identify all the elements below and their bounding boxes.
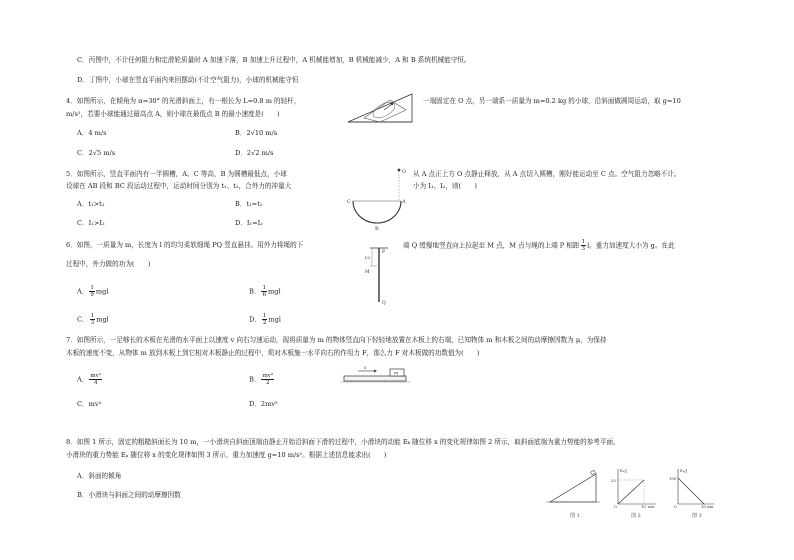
- q6-option-b: [249, 285, 281, 298]
- q5-label-o: O: [402, 169, 407, 175]
- q6-opt-d-num: 1: [262, 313, 267, 319]
- q6-label-l3: l/3: [365, 255, 371, 260]
- q6-option-c: [77, 313, 109, 326]
- q6-rope-figure: [362, 244, 396, 306]
- q4-stem-line2: m/s²，若要小球能通过最高点 A，则小球在最低点 B 的最小速度是( ): [66, 110, 280, 118]
- q5-stem-line2-right: 小为 I₁、I₂，则( ): [413, 182, 477, 190]
- q5-label-b: B: [375, 226, 379, 232]
- q6-label-p: P: [382, 250, 386, 255]
- q4-option-b: B．2√10 m/s: [235, 129, 278, 137]
- q6-dist-den: 3: [581, 246, 586, 252]
- q8-fig3-xtick: 10: [701, 504, 706, 508]
- q5-stem-line1-right: 从 A 点正上方 O 点静止释放，从 A 点切入圆槽，刚好能运动至 C 点。空气阻力忽略不计。: [413, 170, 681, 178]
- q8-stem-line2: 小滑块的重力势能 Eₚ 随位移 x 的变化规律如图 3 所示，重力加速度 g=10 m/s²。根据上述信息能求出( ): [66, 451, 387, 459]
- q8-figure-3-graph: [668, 466, 716, 508]
- q8-fig2-ytick: 25: [611, 478, 616, 483]
- q7-option-d: D．2mv²: [249, 400, 278, 408]
- q6-stem-line1-right: [403, 239, 675, 253]
- q6-opt-d-den: 2: [262, 320, 267, 326]
- q6-opt-c-fraction: [90, 313, 96, 326]
- q6-opt-a-post: mgl: [95, 287, 109, 296]
- q6-opt-c-pre: C．: [77, 315, 89, 324]
- q8-fig3-xlabel: x/m: [707, 505, 714, 508]
- q7-label-v: v: [364, 366, 367, 371]
- q6-opt-b-post: mgl: [268, 287, 281, 296]
- q7-stem-line2: 木板的速度不变，从物体 m 放到木板上到它相对木板静止的过程中，须对木板施一水平向右的作用力 F，那么力 F 对木板做的功数值为( ): [66, 349, 480, 357]
- q4-option-c: C．2√5 m/s: [77, 149, 116, 157]
- q6-opt-a-fraction: [89, 285, 95, 298]
- q4-incline-figure: [344, 90, 416, 126]
- q6-opt-c-den: 3: [90, 320, 95, 326]
- q6-label-q: Q: [382, 301, 386, 306]
- q6-stem-right-b: 。重力加速度大小为 g。在此: [589, 241, 675, 250]
- q6-opt-b-num: 1: [262, 285, 267, 291]
- q8-figure-3-caption: 图 3: [692, 513, 702, 519]
- q6-opt-a-den: 9: [90, 292, 94, 298]
- q5-label-a: A: [402, 199, 406, 205]
- q8-fig3-ylabel: Eₚ/J: [680, 468, 688, 473]
- q8-stem-line1: 8．如图 1 所示，固定的粗糙斜面长为 10 m，一小滑块自斜面顶端由静止开始沿斜面下滑的过程中，小滑块的动能 Eₖ 随位移 x 的变化规律如图 2 所示，取斜面底端为重力势能的参考平面，: [66, 438, 620, 446]
- q7-opt-a-pre: A．: [77, 375, 89, 384]
- q4-option-a: A．4 m/s: [77, 129, 107, 137]
- q8-figure-1-caption: 图 1: [570, 513, 580, 519]
- q6-opt-c-num: 1: [90, 313, 95, 319]
- q3-option-c: C．丙图中，不计任何阻力和定滑轮质量时 A 加速下落，B 加速上升过程中，A 机械能增加，B 机械能减少，A 和 B 系统机械能守恒。: [77, 56, 471, 64]
- q8-fig2-xtick: 10: [641, 504, 646, 508]
- q8-figure-2-caption: 图 2: [631, 513, 641, 519]
- q5-semicircle-figure: [345, 165, 409, 233]
- q5-label-c: C: [347, 199, 351, 205]
- q6-opt-b-den: 6: [262, 292, 267, 298]
- q7-option-c: C．mv²: [77, 400, 102, 408]
- q7-opt-a-den: 4: [93, 380, 98, 386]
- q7-stem-line1: 7．如图所示，一足够长的木板在光滑的水平面上以速度 v 向右匀速运动，现将质量为 m 的物体竖直向下轻轻地放置在木板上的右端，已知物体 m 和木板之间的动摩擦因数为 μ，为保持: [66, 336, 607, 344]
- q6-option-a: [77, 285, 109, 298]
- q4-stem-line1: 4．如图所示，在倾角为 α=30° 的光滑斜面上，有一根长为 L=0.8 m 的轻杆，: [66, 97, 301, 105]
- q8-option-a: A．斜面的倾角: [77, 472, 122, 480]
- q5-option-a: A．t₁>t₂: [77, 200, 105, 208]
- q6-opt-d-fraction: [262, 313, 268, 326]
- q7-opt-a-num: mv²: [90, 373, 102, 379]
- q8-figure-2-graph: [610, 466, 658, 508]
- q8-fig2-xlabel: x/m: [648, 505, 655, 508]
- q8-fig2-origin: O: [614, 505, 617, 508]
- q6-distance-fraction: [581, 239, 590, 252]
- q5-option-d: D．I₁=I₂: [235, 219, 263, 227]
- q3-option-d: D．丁图中，小球在竖直平面内来回摆动(不计空气阻力)，小球的机械能守恒: [77, 76, 299, 84]
- q5-stem-line1: 5．如图所示，竖直平面内有一半圆槽，A、C 等高，B 为圆槽最低点，小球: [66, 170, 287, 178]
- q7-opt-b-fraction: [261, 373, 274, 386]
- q6-stem-line1: 6．如图，一质量为 m，长度为 l 的均匀柔软细绳 PQ 竖直悬挂。用外力将绳的下: [66, 241, 304, 249]
- q6-stem-right-a: 端 Q 缓慢地竖直向上拉起至 M 点，M 点与绳的上端 P 相距: [403, 241, 580, 250]
- q6-option-d: [249, 313, 281, 326]
- q4-stem-line1-right: 一端固定在 O 点，另一端系一质量为 m=0.2 kg 的小球，沿斜面做圆周运动，取 g=10: [423, 97, 681, 105]
- q5-option-b: B．t₁=t₂: [235, 200, 263, 208]
- q7-label-m: m: [394, 371, 399, 377]
- q8-fig3-ytick: 100: [669, 476, 677, 481]
- q6-opt-a-pre: A．: [77, 287, 89, 296]
- q6-opt-b-fraction: [261, 285, 267, 298]
- q8-fig3-origin: O: [674, 505, 677, 508]
- q7-opt-b-num: mv²: [262, 373, 274, 379]
- q7-opt-b-pre: B．: [249, 375, 261, 384]
- q5-option-c: C．I₁>I₂: [77, 219, 105, 227]
- q7-board-figure: [340, 362, 412, 388]
- q6-stem-line2: 过程中，外力做的功为( ): [66, 260, 151, 268]
- q8-fig2-ylabel: Eₖ/J: [620, 468, 627, 473]
- q8-figure-1-incline: [546, 468, 602, 506]
- q7-option-a: [77, 373, 103, 386]
- q4-option-d: D．2√2 m/s: [235, 149, 274, 157]
- q6-opt-b-pre: B．: [249, 287, 261, 296]
- q6-opt-d-pre: D．: [249, 315, 261, 324]
- q7-opt-a-fraction: [89, 373, 102, 386]
- q8-option-b: B．小滑块与斜面之间的动摩擦因数: [77, 491, 181, 499]
- q7-option-b: [249, 373, 275, 386]
- q6-opt-c-post: mgl: [96, 315, 109, 324]
- q6-dist-num: 1: [581, 239, 586, 245]
- q6-opt-d-post: mgl: [268, 315, 282, 324]
- q6-label-m: M: [365, 270, 370, 275]
- q6-dist-unit: l: [587, 241, 590, 250]
- q5-stem-line2: 设球在 AB 段和 BC 段运动过程中，运动时间分别为 t₁、t₂，合外力的冲量大: [66, 182, 292, 190]
- q7-opt-b-den: 2: [266, 380, 270, 386]
- q6-opt-a-num: 1: [90, 285, 94, 291]
